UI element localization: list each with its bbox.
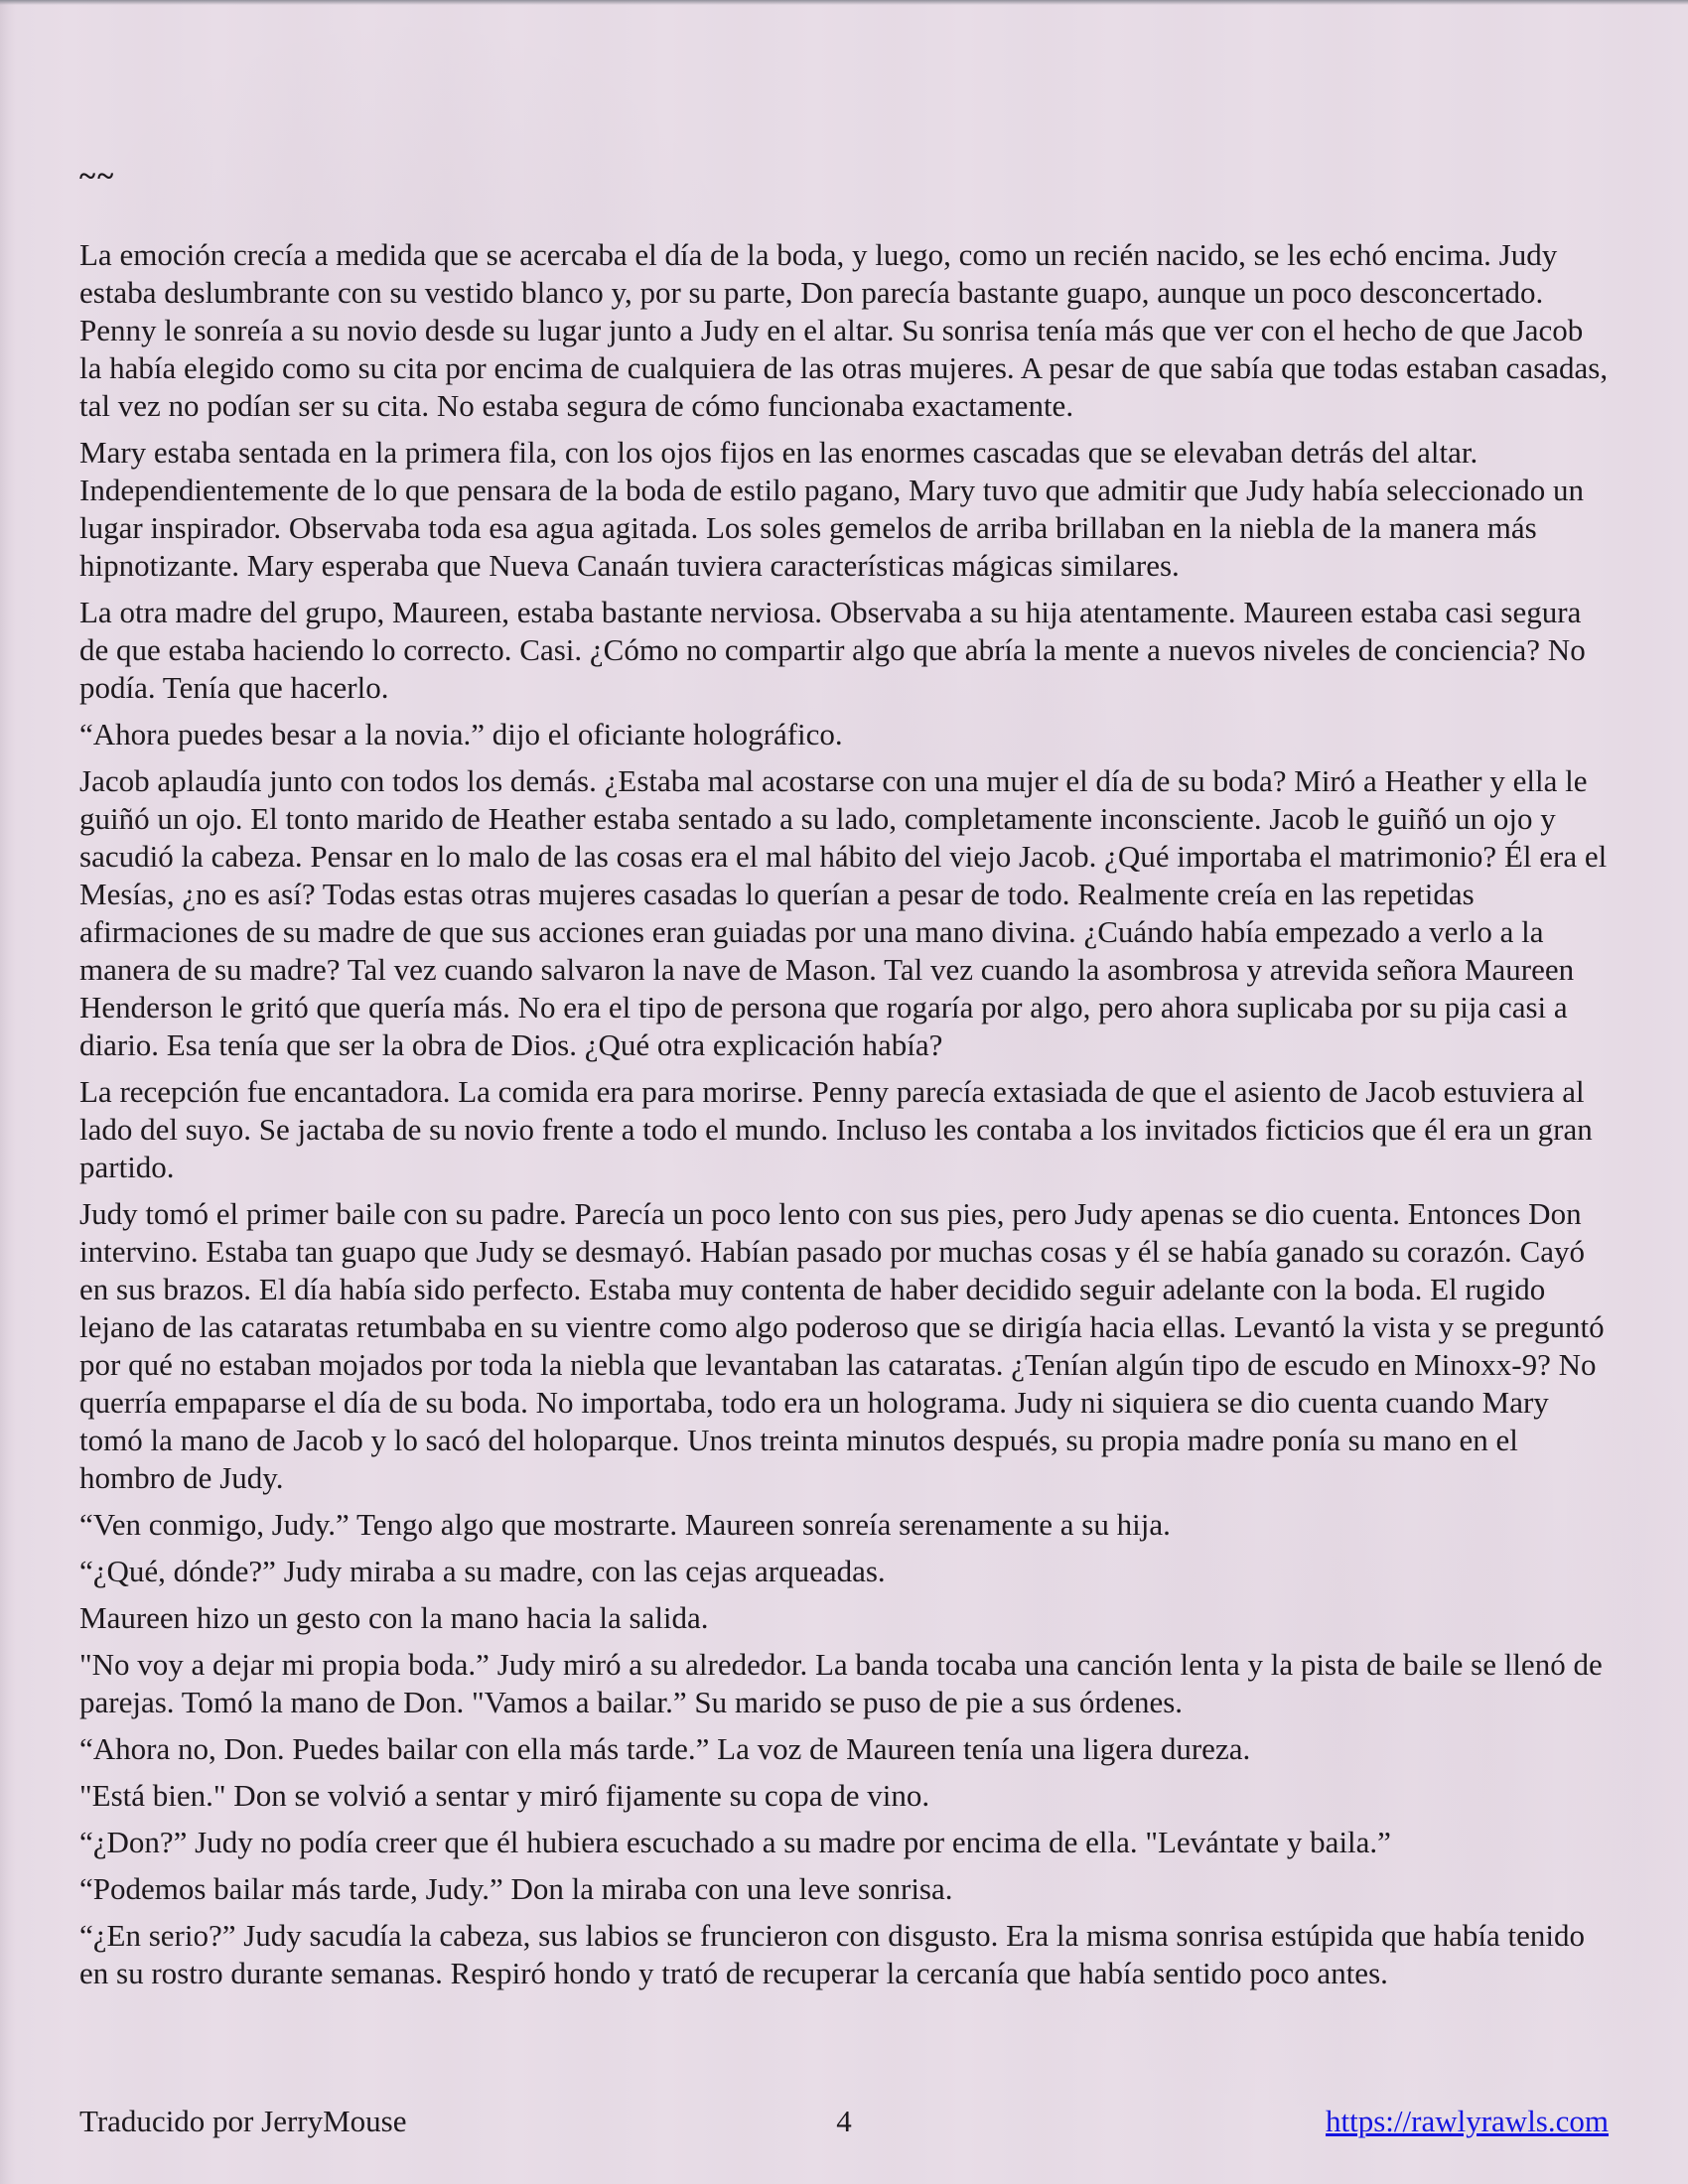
body-paragraph: "No voy a dejar mi propia boda.” Judy miró a su alrededor. La banda tocaba una canción lenta y la pista de baile se llenó de parejas. Tomó la mano de Don. "Vamos a bailar.” Su marido se puso de pie a sus órdenes. xyxy=(79,1647,1603,1719)
body-paragraph: Maureen hizo un gesto con la mano hacia la salida. xyxy=(79,1600,709,1635)
body-paragraph: “Ahora puedes besar a la novia.” dijo el oficiante holográfico. xyxy=(79,717,843,751)
body-paragraph: “Ven conmigo, Judy.” Tengo algo que mostrarte. Maureen sonreía serenamente a su hija. xyxy=(79,1507,1171,1542)
body-paragraph: “¿En serio?” Judy sacudía la cabeza, sus labios se fruncieron con disgusto. Era la misma sonrisa estúpida que había tenido en su rostro durante semanas. Respiró hondo y trató de recuperar la cercanía que había sentido poco antes. xyxy=(79,1918,1585,1990)
body-paragraph: “¿Qué, dónde?” Judy miraba a su madre, con las cejas arqueadas. xyxy=(79,1554,886,1588)
body-paragraph: "Está bien." Don se volvió a sentar y miró fijamente su copa de vino. xyxy=(79,1778,930,1813)
body-paragraph: La emoción crecía a medida que se acercaba el día de la boda, y luego, como un recién nacido, se les echó encima. Judy estaba deslumbrante con su vestido blanco y, por su parte, Don parecía bastante guapo, aunque un poco desconcertado. Penny le sonreía a su novio desde su lugar junto a Judy en el altar. Su sonrisa tenía más que ver con el hecho de que Jacob la había elegido como su cita por encima de cualquiera de las otras mujeres. A pesar de que sabía que todas estaban casadas, tal vez no podían ser su cita. No estaba segura de cómo funcionaba exactamente. xyxy=(79,237,1609,423)
page-content xyxy=(79,0,1609,2001)
footer-page-number: 4 xyxy=(836,2104,852,2138)
body-paragraph: “¿Don?” Judy no podía creer que él hubiera escuchado a su madre por encima de ella. "Levántate y baila.” xyxy=(79,1825,1391,1859)
body-paragraph: “Ahora no, Don. Puedes bailar con ella más tarde.” La voz de Maureen tenía una ligera dureza. xyxy=(79,1731,1251,1766)
body-paragraph: Mary estaba sentada en la primera fila, con los ojos fijos en las enormes cascadas que se elevaban detrás del altar. Independientemente de lo que pensara de la boda de estilo pagano, Mary tuvo que admitir que Judy había seleccionado un lugar inspirador. Observaba toda esa agua agitada. Los soles gemelos de arriba brillaban en la niebla de la manera más hipnotizante. Mary esperaba que Nueva Canaán tuviera características mágicas similares. xyxy=(79,435,1585,583)
tilde-separator: ~~ xyxy=(79,158,116,193)
footer-translator: Traducido por JerryMouse xyxy=(79,2104,407,2138)
body-paragraph: La recepción fue encantadora. La comida era para morirse. Penny parecía extasiada de que el asiento de Jacob estuviera al lado del suyo. Se jactaba de su novio frente a todo el mundo. Incluso les contaba a los invitados ficticios que él era un gran partido. xyxy=(79,1074,1593,1184)
footer-link[interactable]: https://rawlyrawls.com xyxy=(1326,2104,1609,2138)
footer-link-container xyxy=(1326,2103,1609,2140)
body-paragraph: La otra madre del grupo, Maureen, estaba bastante nerviosa. Observaba a su hija atentamente. Maureen estaba casi segura de que estaba haciendo lo correcto. Casi. ¿Cómo no compartir algo que abría la mente a nuevos niveles de conciencia? No podía. Tenía que hacerlo. xyxy=(79,595,1586,705)
body-paragraph: Jacob aplaudía junto con todos los demás. ¿Estaba mal acostarse con una mujer el día de su boda? Miró a Heather y ella le guiñó un ojo. El tonto marido de Heather estaba sentado a su lado, completamente inconsciente. Jacob le guiñó un ojo y sacudió la cabeza. Pensar en lo malo de las cosas era el mal hábito del viejo Jacob. ¿Qué importaba el matrimonio? Él era el Mesías, ¿no es así? Todas estas otras mujeres casadas lo querían a pesar de todo. Realmente creía en las repetidas afirmaciones de su madre de que sus acciones eran guiadas por una mano divina. ¿Cuándo había empezado a verlo a la manera de su madre? Tal vez cuando salvaron la nave de Mason. Tal vez cuando la asombrosa y atrevida señora Maureen Henderson le gritó que quería más. No era el tipo de persona que rogaría por algo, pero ahora suplicaba por su pija casi a diario. Esa tenía que ser la obra de Dios. ¿Qué otra explicación había? xyxy=(79,763,1608,1062)
body-paragraph: “Podemos bailar más tarde, Judy.” Don la miraba con una leve sonrisa. xyxy=(79,1871,953,1906)
body-paragraph: Judy tomó el primer baile con su padre. Parecía un poco lento con sus pies, pero Judy apenas se dio cuenta. Entonces Don intervino. Estaba tan guapo que Judy se desmayó. Habían pasado por muchas cosas y él se había ganado su corazón. Cayó en sus brazos. El día había sido perfecto. Estaba muy contenta de haber decidido seguir adelante con la boda. El rugido lejano de las cataratas retumbaba en su vientre como algo poderoso que se dirigía hacia ellas. Levantó la vista y se preguntó por qué no estaban mojados por toda la niebla que levantaban las cataratas. ¿Tenían algún tipo de escudo en Minoxx-9? No querría empaparse el día de su boda. No importaba, todo era un holograma. Judy ni siquiera se dio cuenta cuando Mary tomó la mano de Jacob y lo sacó del holoparque. Unos treinta minutos después, su propia madre ponía su mano en el hombro de Judy. xyxy=(79,1196,1605,1495)
